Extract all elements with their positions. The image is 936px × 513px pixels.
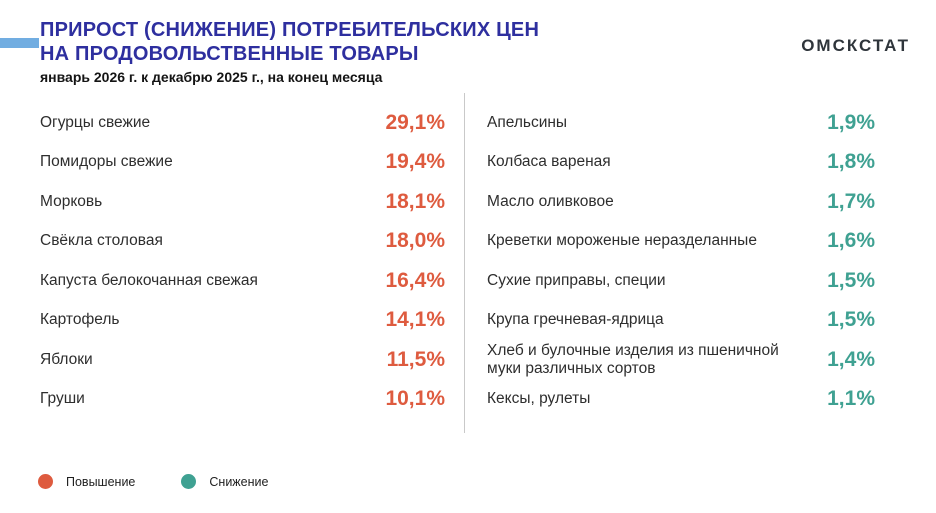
product-label: Свёкла столовая <box>40 232 163 250</box>
page-title <box>40 18 680 66</box>
product-label: Колбаса вареная <box>487 153 611 171</box>
legend-dot-icon <box>38 474 53 489</box>
column-divider <box>464 93 465 433</box>
percent-value: 1,5% <box>827 308 875 332</box>
page-subtitle: январь 2026 г. к декабрю 2025 г., на конец месяца <box>40 69 383 85</box>
page-title-line2: НА ПРОДОВОЛЬСТВЕННЫЕ ТОВАРЫ <box>40 43 419 65</box>
legend-label: Снижение <box>209 474 269 489</box>
price-row <box>40 143 445 183</box>
legend-item <box>181 474 268 489</box>
price-row <box>487 301 875 341</box>
product-label: Хлеб и булочные изделия из пшеничной муки различных сортов <box>487 341 779 377</box>
increase-column <box>40 103 445 419</box>
page-title-line1: ПРИРОСТ (СНИЖЕНИЕ) ПОТРЕБИТЕЛЬСКИХ ЦЕН <box>40 19 540 41</box>
percent-value: 18,0% <box>385 229 445 253</box>
price-row <box>487 143 875 183</box>
percent-value: 1,5% <box>827 268 875 292</box>
legend <box>38 474 268 489</box>
product-label: Крупа гречневая-ядрица <box>487 311 664 329</box>
product-label: Масло оливковое <box>487 192 614 210</box>
percent-value: 1,1% <box>827 387 875 411</box>
percent-value: 1,7% <box>827 189 875 213</box>
price-row <box>40 222 445 262</box>
price-row <box>40 301 445 341</box>
product-label: Картофель <box>40 311 120 329</box>
percent-value: 14,1% <box>385 308 445 332</box>
price-row <box>487 340 875 380</box>
product-label: Морковь <box>40 192 103 210</box>
header <box>40 18 680 85</box>
percent-value: 10,1% <box>385 387 445 411</box>
product-label: Капуста белокочанная свежая <box>40 271 258 289</box>
legend-dot-icon <box>181 474 196 489</box>
percent-value: 1,4% <box>827 347 875 371</box>
price-row <box>487 182 875 222</box>
price-row <box>40 182 445 222</box>
price-row <box>40 380 445 420</box>
legend-item <box>38 474 135 489</box>
percent-value: 1,6% <box>827 229 875 253</box>
price-row <box>40 340 445 380</box>
accent-bar <box>0 38 39 48</box>
product-label: Сухие приправы, специи <box>487 271 666 289</box>
product-label: Апельсины <box>487 113 568 131</box>
product-label: Кексы, рулеты <box>487 390 591 408</box>
percent-value: 19,4% <box>385 150 445 174</box>
legend-label: Повышение <box>66 474 136 489</box>
product-label: Яблоки <box>40 350 93 368</box>
product-label: Помидоры свежие <box>40 153 173 171</box>
percent-value: 29,1% <box>385 110 445 134</box>
product-label: Огурцы свежие <box>40 113 151 131</box>
price-row <box>487 103 875 143</box>
product-label: Груши <box>40 390 85 408</box>
percent-value: 16,4% <box>385 268 445 292</box>
product-label: Креветки мороженые неразделанные <box>487 232 757 250</box>
percent-value: 11,5% <box>386 347 445 371</box>
price-row <box>487 222 875 262</box>
price-row <box>487 380 875 420</box>
percent-value: 18,1% <box>385 189 445 213</box>
price-row <box>40 103 445 143</box>
percent-value: 1,9% <box>827 110 875 134</box>
percent-value: 1,8% <box>827 150 875 174</box>
omskstat-logo: ОМСКСТАТ <box>801 36 910 55</box>
decrease-column <box>487 103 875 419</box>
price-row <box>40 261 445 301</box>
price-row <box>487 261 875 301</box>
